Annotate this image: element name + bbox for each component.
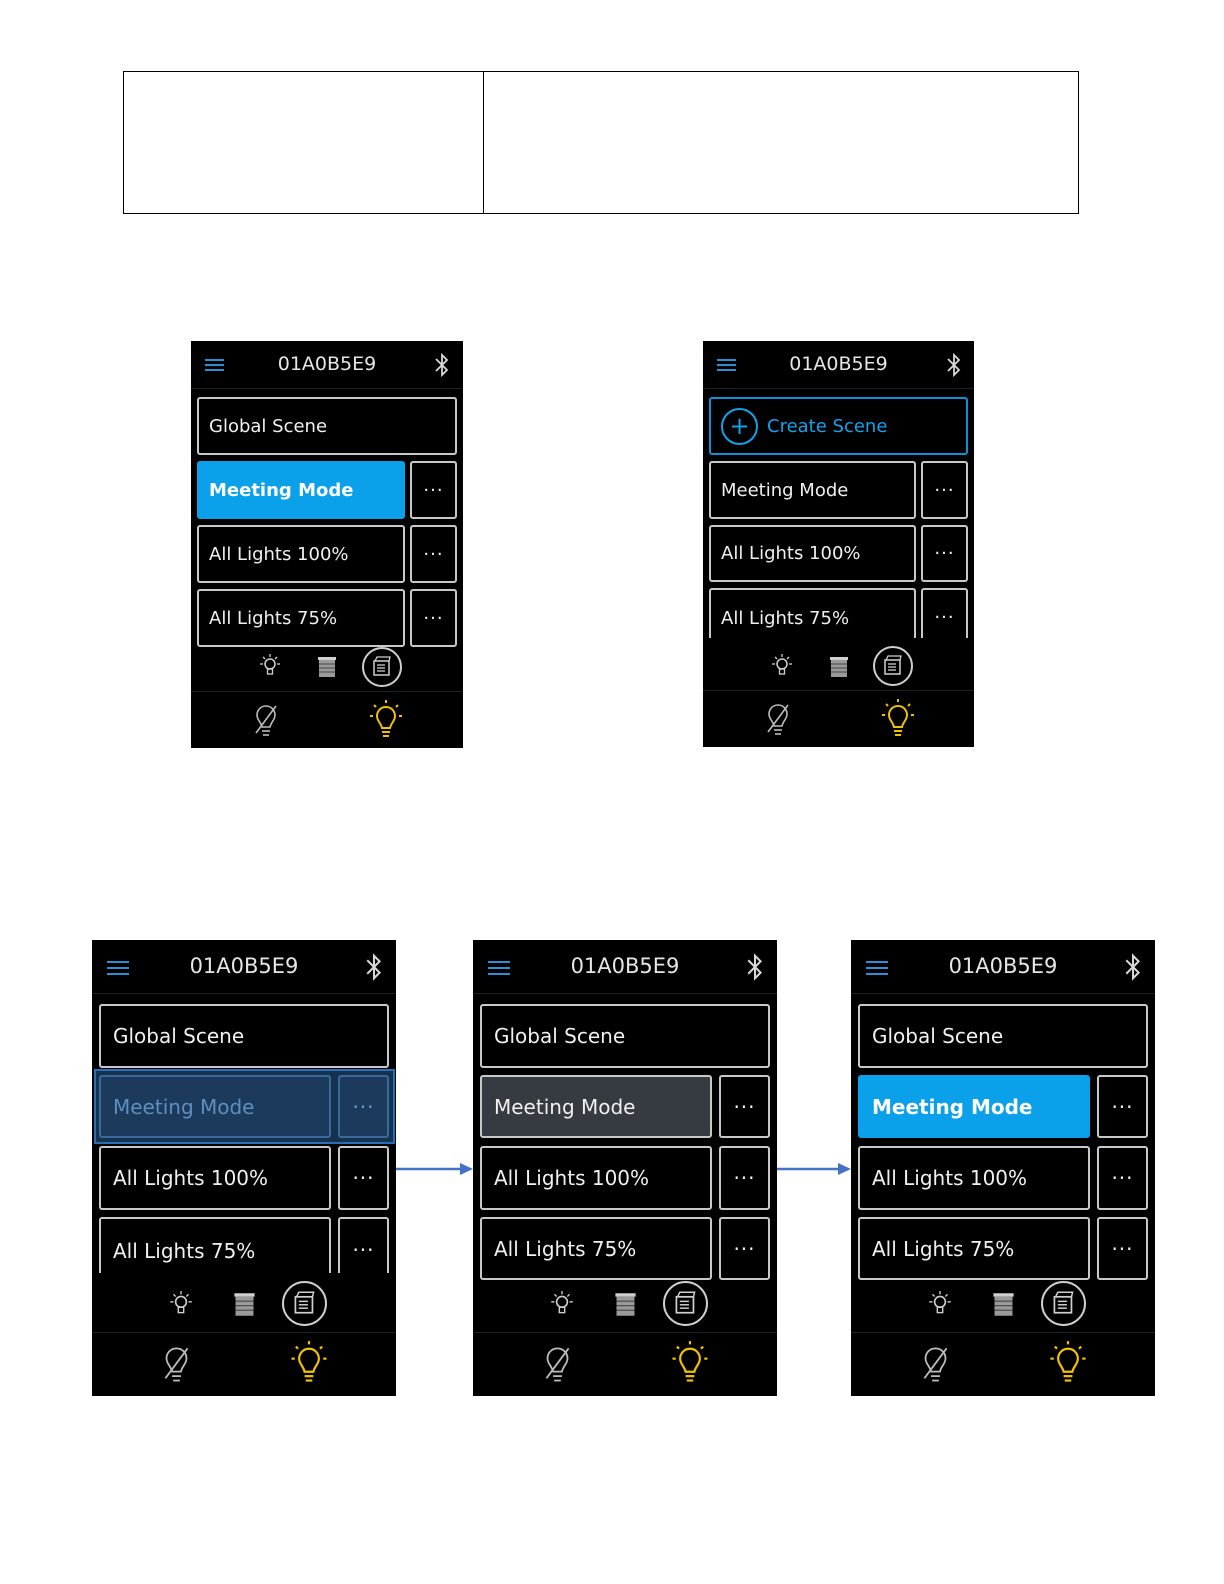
phone-scene-active — [851, 940, 1155, 1396]
light-on-icon[interactable] — [286, 1340, 332, 1386]
scene-label: All Lights 75% — [209, 607, 338, 629]
scene-label: Global Scene — [113, 1024, 245, 1048]
scene-all-lights-75[interactable] — [197, 589, 405, 647]
scene-options-button[interactable] — [410, 461, 457, 519]
scene-label: Global Scene — [872, 1024, 1004, 1048]
light-on-icon[interactable] — [877, 698, 919, 740]
app-header — [851, 940, 1155, 994]
scene-options-button[interactable] — [410, 589, 457, 647]
scene-options-button[interactable] — [719, 1075, 770, 1138]
footer-divider — [703, 690, 974, 691]
bluetooth-icon[interactable] — [1124, 953, 1142, 981]
more-icon: ··· — [423, 479, 444, 501]
phone-create-scene — [703, 341, 974, 747]
scene-all-lights-75[interactable] — [480, 1217, 712, 1280]
app-header — [703, 341, 974, 389]
table-divider — [483, 72, 484, 213]
scene-meeting-mode[interactable] — [709, 461, 916, 519]
more-icon: ··· — [1111, 1094, 1134, 1119]
light-icon[interactable] — [257, 653, 283, 679]
app-header — [473, 940, 777, 994]
more-icon: ··· — [352, 1094, 375, 1119]
scene-options-button[interactable] — [1097, 1075, 1148, 1138]
scene-label: Meeting Mode — [494, 1094, 636, 1119]
more-icon: ··· — [423, 607, 444, 629]
scene-label: All Lights 75% — [721, 607, 850, 629]
scene-all-lights-100[interactable] — [858, 1146, 1090, 1210]
scene-options-button[interactable] — [719, 1146, 770, 1210]
bluetooth-icon[interactable] — [946, 353, 962, 377]
create-scene-button[interactable] — [709, 397, 968, 455]
footer-divider — [191, 691, 463, 692]
scene-all-lights-75[interactable] — [709, 588, 916, 638]
scene-meeting-mode[interactable] — [480, 1075, 712, 1138]
device-id: 01A0B5E9 — [189, 954, 299, 978]
scene-label: Meeting Mode — [872, 1094, 1033, 1119]
create-scene-label: Create Scene — [767, 415, 888, 437]
scene-label: All Lights 100% — [113, 1166, 269, 1190]
light-on-icon[interactable] — [667, 1340, 713, 1386]
transition-arrow — [396, 1160, 474, 1178]
scene-options-button[interactable] — [921, 525, 968, 582]
scene-all-lights-100[interactable] — [709, 525, 916, 582]
phone-scene-activating — [473, 940, 777, 1396]
scene-label: Global Scene — [494, 1024, 626, 1048]
scene-icon — [1051, 1290, 1076, 1315]
scene-label: Meeting Mode — [113, 1094, 255, 1119]
scene-options-button[interactable] — [1097, 1217, 1148, 1280]
scene-icon — [882, 654, 904, 676]
light-icon[interactable] — [769, 653, 795, 679]
bluetooth-icon[interactable] — [746, 953, 764, 981]
scene-label: All Lights 100% — [872, 1166, 1028, 1190]
scene-options-button[interactable] — [719, 1217, 770, 1280]
light-off-icon[interactable] — [543, 1345, 572, 1385]
light-icon[interactable] — [167, 1290, 195, 1318]
scene-label: Meeting Mode — [209, 479, 354, 501]
shade-icon[interactable] — [990, 1291, 1017, 1318]
shade-icon[interactable] — [231, 1291, 258, 1318]
scene-global[interactable] — [99, 1004, 389, 1068]
light-off-icon[interactable] — [921, 1345, 950, 1385]
scene-all-lights-100[interactable] — [197, 525, 405, 583]
more-icon: ··· — [733, 1236, 756, 1261]
more-icon: ··· — [1111, 1166, 1134, 1190]
app-header — [191, 341, 463, 389]
scene-options-button[interactable] — [921, 461, 968, 519]
light-on-icon[interactable] — [1045, 1340, 1091, 1386]
more-icon: ··· — [1111, 1236, 1134, 1261]
scene-meeting-mode[interactable] — [858, 1075, 1090, 1138]
scene-options-button[interactable] — [1097, 1146, 1148, 1210]
scene-icon — [292, 1290, 317, 1315]
more-icon: ··· — [934, 479, 955, 501]
light-on-icon[interactable] — [365, 699, 407, 741]
light-icon[interactable] — [548, 1290, 576, 1318]
more-icon: ··· — [352, 1238, 375, 1262]
plus-icon: + — [721, 408, 758, 445]
scene-meeting-mode[interactable] — [197, 461, 405, 519]
scene-label: All Lights 75% — [494, 1236, 637, 1261]
scene-label: All Lights 100% — [209, 543, 349, 565]
footer-divider — [851, 1332, 1155, 1333]
scene-global[interactable] — [197, 397, 457, 455]
scene-global[interactable] — [858, 1004, 1148, 1068]
light-icon[interactable] — [926, 1290, 954, 1318]
footer-divider — [473, 1332, 777, 1333]
header-table — [123, 71, 1079, 214]
shade-icon[interactable] — [315, 655, 339, 679]
device-id: 01A0B5E9 — [789, 353, 888, 375]
scene-options-button[interactable] — [338, 1217, 389, 1273]
scene-all-lights-100[interactable] — [99, 1146, 331, 1210]
more-icon: ··· — [423, 543, 444, 565]
phone-scene-pressed — [92, 940, 396, 1396]
light-off-icon[interactable] — [253, 703, 279, 739]
more-icon: ··· — [934, 606, 955, 628]
device-id: 01A0B5E9 — [570, 954, 680, 978]
light-off-icon[interactable] — [162, 1345, 191, 1385]
more-icon: ··· — [733, 1166, 756, 1190]
footer-divider — [92, 1332, 396, 1333]
app-header — [92, 940, 396, 994]
scene-label: All Lights 75% — [113, 1239, 256, 1263]
bluetooth-icon[interactable] — [365, 953, 383, 981]
transition-arrow — [777, 1160, 852, 1178]
scene-icon — [673, 1290, 698, 1315]
more-icon: ··· — [733, 1094, 756, 1119]
scene-label: Meeting Mode — [721, 479, 849, 501]
device-id: 01A0B5E9 — [277, 353, 377, 375]
scene-all-lights-75[interactable] — [99, 1217, 331, 1273]
light-off-icon[interactable] — [765, 702, 791, 738]
device-id: 01A0B5E9 — [948, 954, 1058, 978]
scene-label: All Lights 100% — [721, 543, 861, 564]
scene-label: All Lights 75% — [872, 1236, 1015, 1261]
phone-scene-selected — [191, 341, 463, 748]
shade-icon[interactable] — [827, 655, 851, 679]
scene-all-lights-100[interactable] — [480, 1146, 712, 1210]
scene-options-button[interactable] — [338, 1075, 389, 1138]
more-icon: ··· — [352, 1166, 375, 1190]
scene-all-lights-75[interactable] — [858, 1217, 1090, 1280]
scene-options-button[interactable] — [410, 525, 457, 583]
scene-options-button[interactable] — [338, 1146, 389, 1210]
scene-icon — [371, 655, 393, 677]
more-icon: ··· — [934, 543, 955, 564]
scene-meeting-mode[interactable] — [99, 1075, 331, 1138]
scene-label: Global Scene — [209, 415, 328, 437]
scene-options-button[interactable] — [921, 588, 968, 638]
shade-icon[interactable] — [612, 1291, 639, 1318]
scene-global[interactable] — [480, 1004, 770, 1068]
scene-label: All Lights 100% — [494, 1166, 650, 1190]
bluetooth-icon[interactable] — [434, 353, 450, 377]
